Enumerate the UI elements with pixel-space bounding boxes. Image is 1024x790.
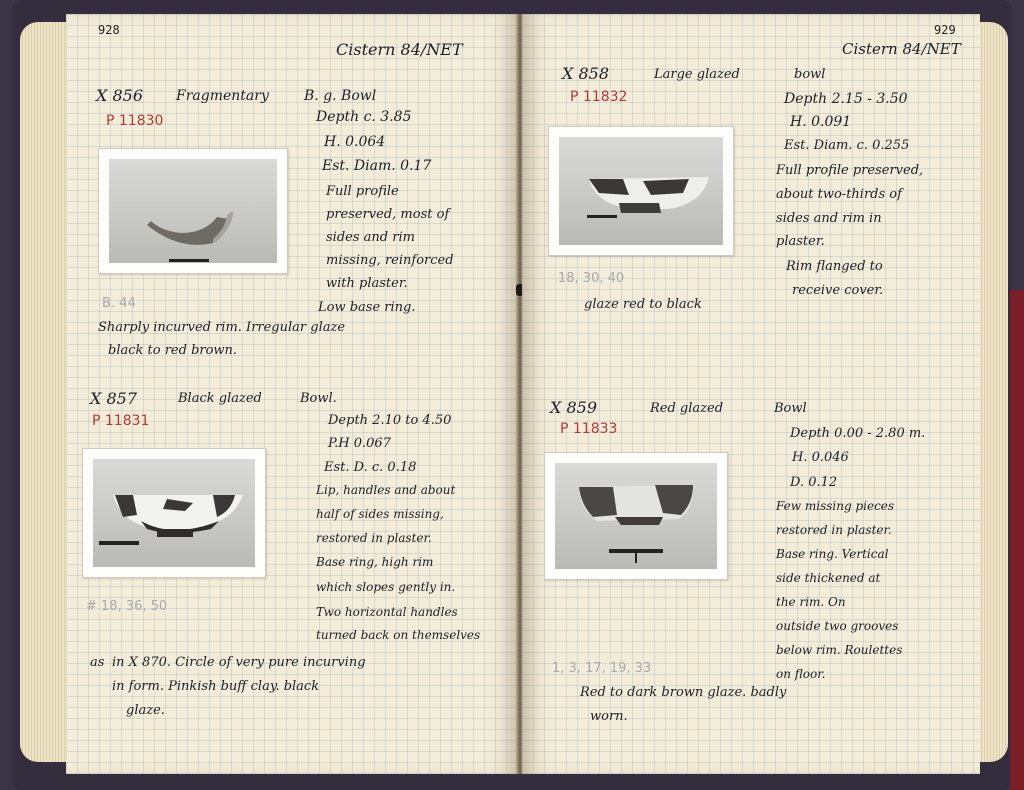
footnote-prefix: as <box>90 655 105 670</box>
entry-title: Black glazed <box>178 391 262 406</box>
measure-height: H. 0.064 <box>324 134 386 150</box>
note-line: restored in plaster. <box>776 523 892 537</box>
page-heading: Cistern 84/NET <box>336 40 463 59</box>
footnote-line: worn. <box>590 709 628 724</box>
note-line: on floor. <box>776 667 826 681</box>
footnote-line: glaze red to black <box>584 297 702 312</box>
note-line: restored in plaster. <box>316 531 432 545</box>
left-page <box>66 14 518 774</box>
inventory-number: X 856 <box>96 86 144 105</box>
inventory-number: X 858 <box>562 64 610 83</box>
footnote-line: Red to dark brown glaze. badly <box>580 685 787 700</box>
note-line: missing, reinforced <box>326 253 454 268</box>
entry-title: Red glazed <box>650 401 724 416</box>
pencil-ref: 18, 30, 40 <box>558 271 625 286</box>
note-line: sides and rim <box>326 230 415 245</box>
entry-title: Fragmentary <box>176 88 269 104</box>
note-line: plaster. <box>776 234 825 249</box>
p-number: P 11832 <box>570 89 628 105</box>
note-line: preserved, most of <box>326 207 450 222</box>
footnote-line: in form. Pinkish buff clay. black <box>112 679 320 694</box>
note-line: Full profile <box>326 184 399 199</box>
pencil-ref: 1, 3, 17, 19, 33 <box>552 661 652 676</box>
right-page <box>522 14 980 774</box>
note-line: half of sides missing, <box>316 507 444 521</box>
p-number: P 11830 <box>106 113 164 129</box>
measure-diameter: Est. D. c. 0.18 <box>324 460 417 475</box>
cover-red-edge <box>1010 290 1024 790</box>
note-line: Full profile preserved, <box>776 163 924 178</box>
artifact-photo <box>548 126 734 256</box>
note-line: the rim. On <box>776 595 846 609</box>
measure-depth: Depth 2.10 to 4.50 <box>328 413 452 428</box>
note-line: outside two grooves <box>776 619 899 633</box>
measure-diameter: D. 0.12 <box>790 475 838 490</box>
note-line: receive cover. <box>792 283 884 298</box>
measure-depth: Depth 2.15 - 3.50 <box>784 91 908 107</box>
entry-title: Large glazed <box>654 67 740 82</box>
page-heading: Cistern 84/NET <box>842 40 961 58</box>
pencil-ref: # 18, 36, 50 <box>86 599 168 614</box>
measure-height: H. 0.091 <box>790 114 852 130</box>
note-line: Base ring, high rim <box>316 555 434 569</box>
note-line: Few missing pieces <box>776 499 895 513</box>
note-line: Base ring. Vertical <box>776 547 889 561</box>
footnote-line: black to red brown. <box>108 343 238 358</box>
measure-depth: Depth 0.00 - 2.80 m. <box>790 426 926 441</box>
black-glazed-bowl-image <box>93 459 255 567</box>
measure-diameter: Est. Diam. 0.17 <box>322 158 432 174</box>
entry-type: B. g. Bowl <box>304 88 377 104</box>
page-number: 929 <box>934 23 956 37</box>
red-glazed-bowl-image <box>555 463 717 569</box>
p-number: P 11833 <box>560 421 618 437</box>
note-line: sides and rim in <box>776 211 882 226</box>
pencil-ref: B. 44 <box>102 296 136 311</box>
note-line: side thickened at <box>776 571 881 585</box>
fragmentary-bowl-image <box>109 159 277 263</box>
entry-type: bowl <box>794 67 826 82</box>
measure-diameter: Est. Diam. c. 0.255 <box>784 138 910 153</box>
measure-height: P.H 0.067 <box>328 436 391 451</box>
note-line: with plaster. <box>326 276 408 291</box>
large-glazed-bowl-image <box>559 137 723 245</box>
p-number: P 11831 <box>92 413 150 429</box>
note-line: below rim. Roulettes <box>776 643 903 657</box>
entry-type: Bowl <box>774 401 807 416</box>
page-number: 928 <box>98 23 120 37</box>
footnote-line: glaze. <box>126 703 165 718</box>
footnote-line: Sharply incurved rim. Irregular glaze <box>98 320 346 335</box>
note-line: Low base ring. <box>318 300 416 315</box>
artifact-photo <box>544 452 728 580</box>
note-line: Rim flanged to <box>786 259 883 274</box>
note-line: Two horizontal handles <box>316 605 458 619</box>
note-line: which slopes gently in. <box>316 580 456 594</box>
measure-depth: Depth c. 3.85 <box>316 109 412 125</box>
inventory-number: X 857 <box>90 389 138 408</box>
note-line: about two-thirds of <box>776 187 902 202</box>
artifact-photo <box>98 148 288 274</box>
note-line: Lip, handles and about <box>316 483 456 497</box>
entry-type: Bowl. <box>300 391 337 406</box>
note-line: turned back on themselves <box>316 628 481 642</box>
inventory-number: X 859 <box>550 398 598 417</box>
measure-height: H. 0.046 <box>792 450 849 465</box>
artifact-photo <box>82 448 266 578</box>
footnote-line: in X 870. Circle of very pure incurving <box>112 655 366 670</box>
